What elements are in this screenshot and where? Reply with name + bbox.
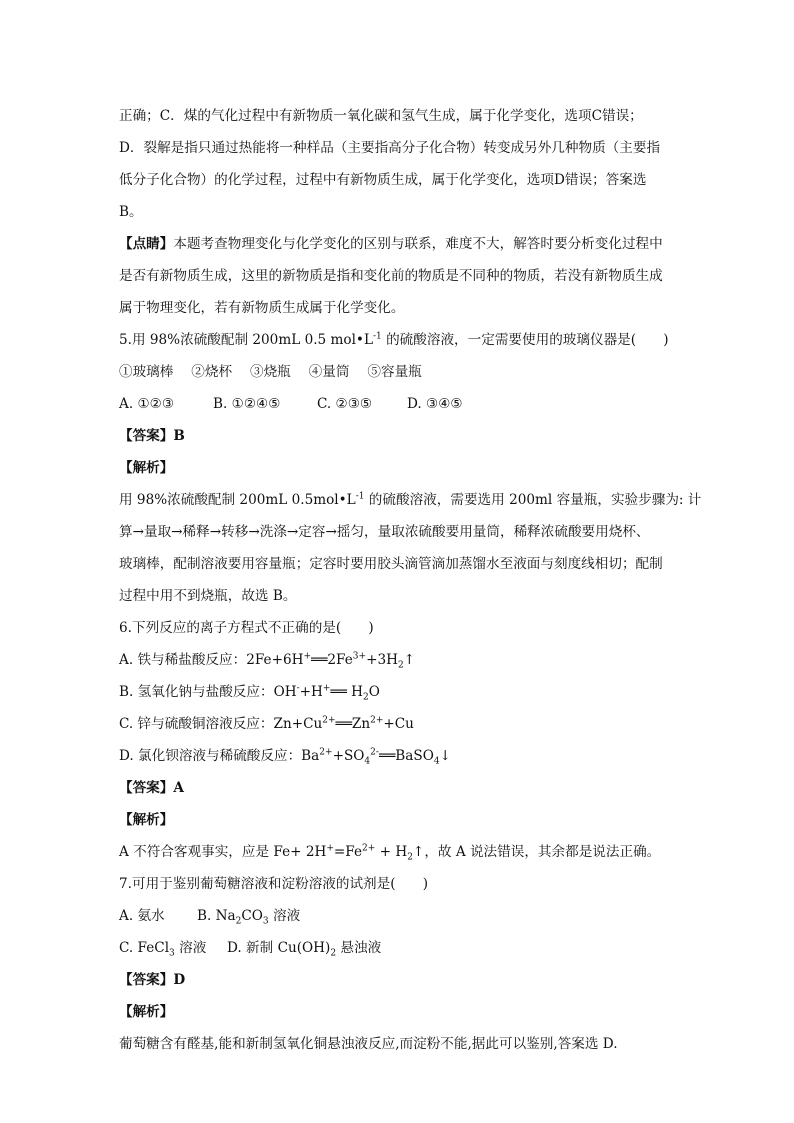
dianjing-line-1: 【点睛】本题考查物理变化与化学变化的区别与联系，难度不大，解答时要分析变化过程中 xyxy=(119,236,663,252)
option-c: C. 锌与硫酸铜溶液反应：$Zn+Cu^{2+}══Zn^{2+}+Cu$ xyxy=(119,715,414,732)
option-d: D. 新制 $Cu(OH)_2$ 悬浊液 xyxy=(227,940,382,959)
option-c: C. FeCl$_3$ 溶液 xyxy=(119,940,207,959)
option-d: D. ③④⑤ xyxy=(407,396,463,412)
analysis-text: 玻璃棒，配制溶液要用容量瓶；定容时要用胶头滴管滴加蒸馏水至液面与刻度线相切；配制 xyxy=(119,556,663,572)
answer-label: 【答案】A xyxy=(119,780,184,796)
question-6-stem: 6.下列反应的离子方程式不正确的是( ) xyxy=(119,620,374,636)
text-line: B。 xyxy=(119,204,143,220)
question-7-options-2 xyxy=(119,940,382,959)
question-5-options xyxy=(119,396,463,412)
option-a: A. ①②③ xyxy=(119,396,175,412)
option-b: B. $Na_2CO_3$ 溶液 xyxy=(197,908,301,927)
analysis-text: 过程中用不到烧瓶，故选 B。 xyxy=(119,588,297,604)
dianjing-line-2: 是否有新物质生成，这里的新物质是指和变化前的物质是不同种的物质，若没有新物质生成 xyxy=(119,268,663,284)
option-b: B. ①②④⑤ xyxy=(213,396,281,412)
analysis-text: 算→量取→稀释→转移→洗涤→定容→摇匀，量取浓硫酸要用量筒，稀释浓硫酸要用烧杯、 xyxy=(119,524,650,540)
question-7-stem: 7.可用于鉴别葡萄糖溶液和淀粉溶液的试剂是( ) xyxy=(119,876,429,892)
text-line: 低分子化合物）的化学过程，过程中有新物质生成，属于化学变化，选项D错误；答案选 xyxy=(119,172,647,188)
analysis-text: 用 98%浓硫酸配制 200mL $0.5mol•L^{-1}$ 的硫酸溶液，需要选用 200ml 容量瓶，实验步骤为: 计 xyxy=(119,491,702,508)
question-5-stem: 5.用 98%浓硫酸配制 200mL 0.5 $mol•L^{-1}$ 的硫酸溶液，一定需要使用的玻璃仪器是( ) xyxy=(119,331,669,348)
analysis-text: 葡萄糖含有醛基,能和新制氢氧化铜悬浊液反应,而淀粉不能,据此可以鉴别,答案选 D. xyxy=(119,1036,618,1052)
question-7-options-1 xyxy=(119,908,301,927)
option-a: A. 氨水 xyxy=(119,908,165,924)
text-line: D．裂解是指只通过热能将一种样品（主要指高分子化合物）转变成另外几种物质（主要指 xyxy=(119,140,661,156)
answer-label: 【答案】B xyxy=(119,428,185,444)
option-c: C. ②③⑤ xyxy=(317,396,373,412)
analysis-label: 【解析】 xyxy=(119,812,174,828)
analysis-text: A 不符合客观事实，应是 $Fe+ 2H^+=Fe^{2+}$ + $H_2↑$，故 A 说法错误，其余都是说法正确。 xyxy=(119,843,661,863)
dianjing-tag: 【点睛】 xyxy=(119,236,174,252)
text-line: 正确；C．煤的气化过程中有新物质一氧化碳和氢气生成，属于化学变化，选项C错误； xyxy=(119,108,643,124)
option-d: D. 氯化钡溶液与稀硫酸反应：$Ba^{2+}+SO_4^{2-}══BaSO_4↓$ xyxy=(119,747,451,767)
analysis-label: 【解析】 xyxy=(119,1004,174,1020)
option-b: B. 氢氧化钠与盐酸反应：OH-+H+══ $H_2O$ xyxy=(119,683,380,703)
question-5-items: ①玻璃棒 ②烧杯 ③烧瓶 ④量筒 ⑤容量瓶 xyxy=(119,364,422,380)
analysis-label: 【解析】 xyxy=(119,460,174,476)
answer-label: 【答案】D xyxy=(119,972,186,988)
option-a: A. 铁与稀盐酸反应：$2Fe+6H^+══2Fe^{3+}+3H_2↑$ xyxy=(119,651,416,671)
dianjing-line-3: 属于物理变化，若有新物质生成属于化学变化。 xyxy=(119,300,405,316)
